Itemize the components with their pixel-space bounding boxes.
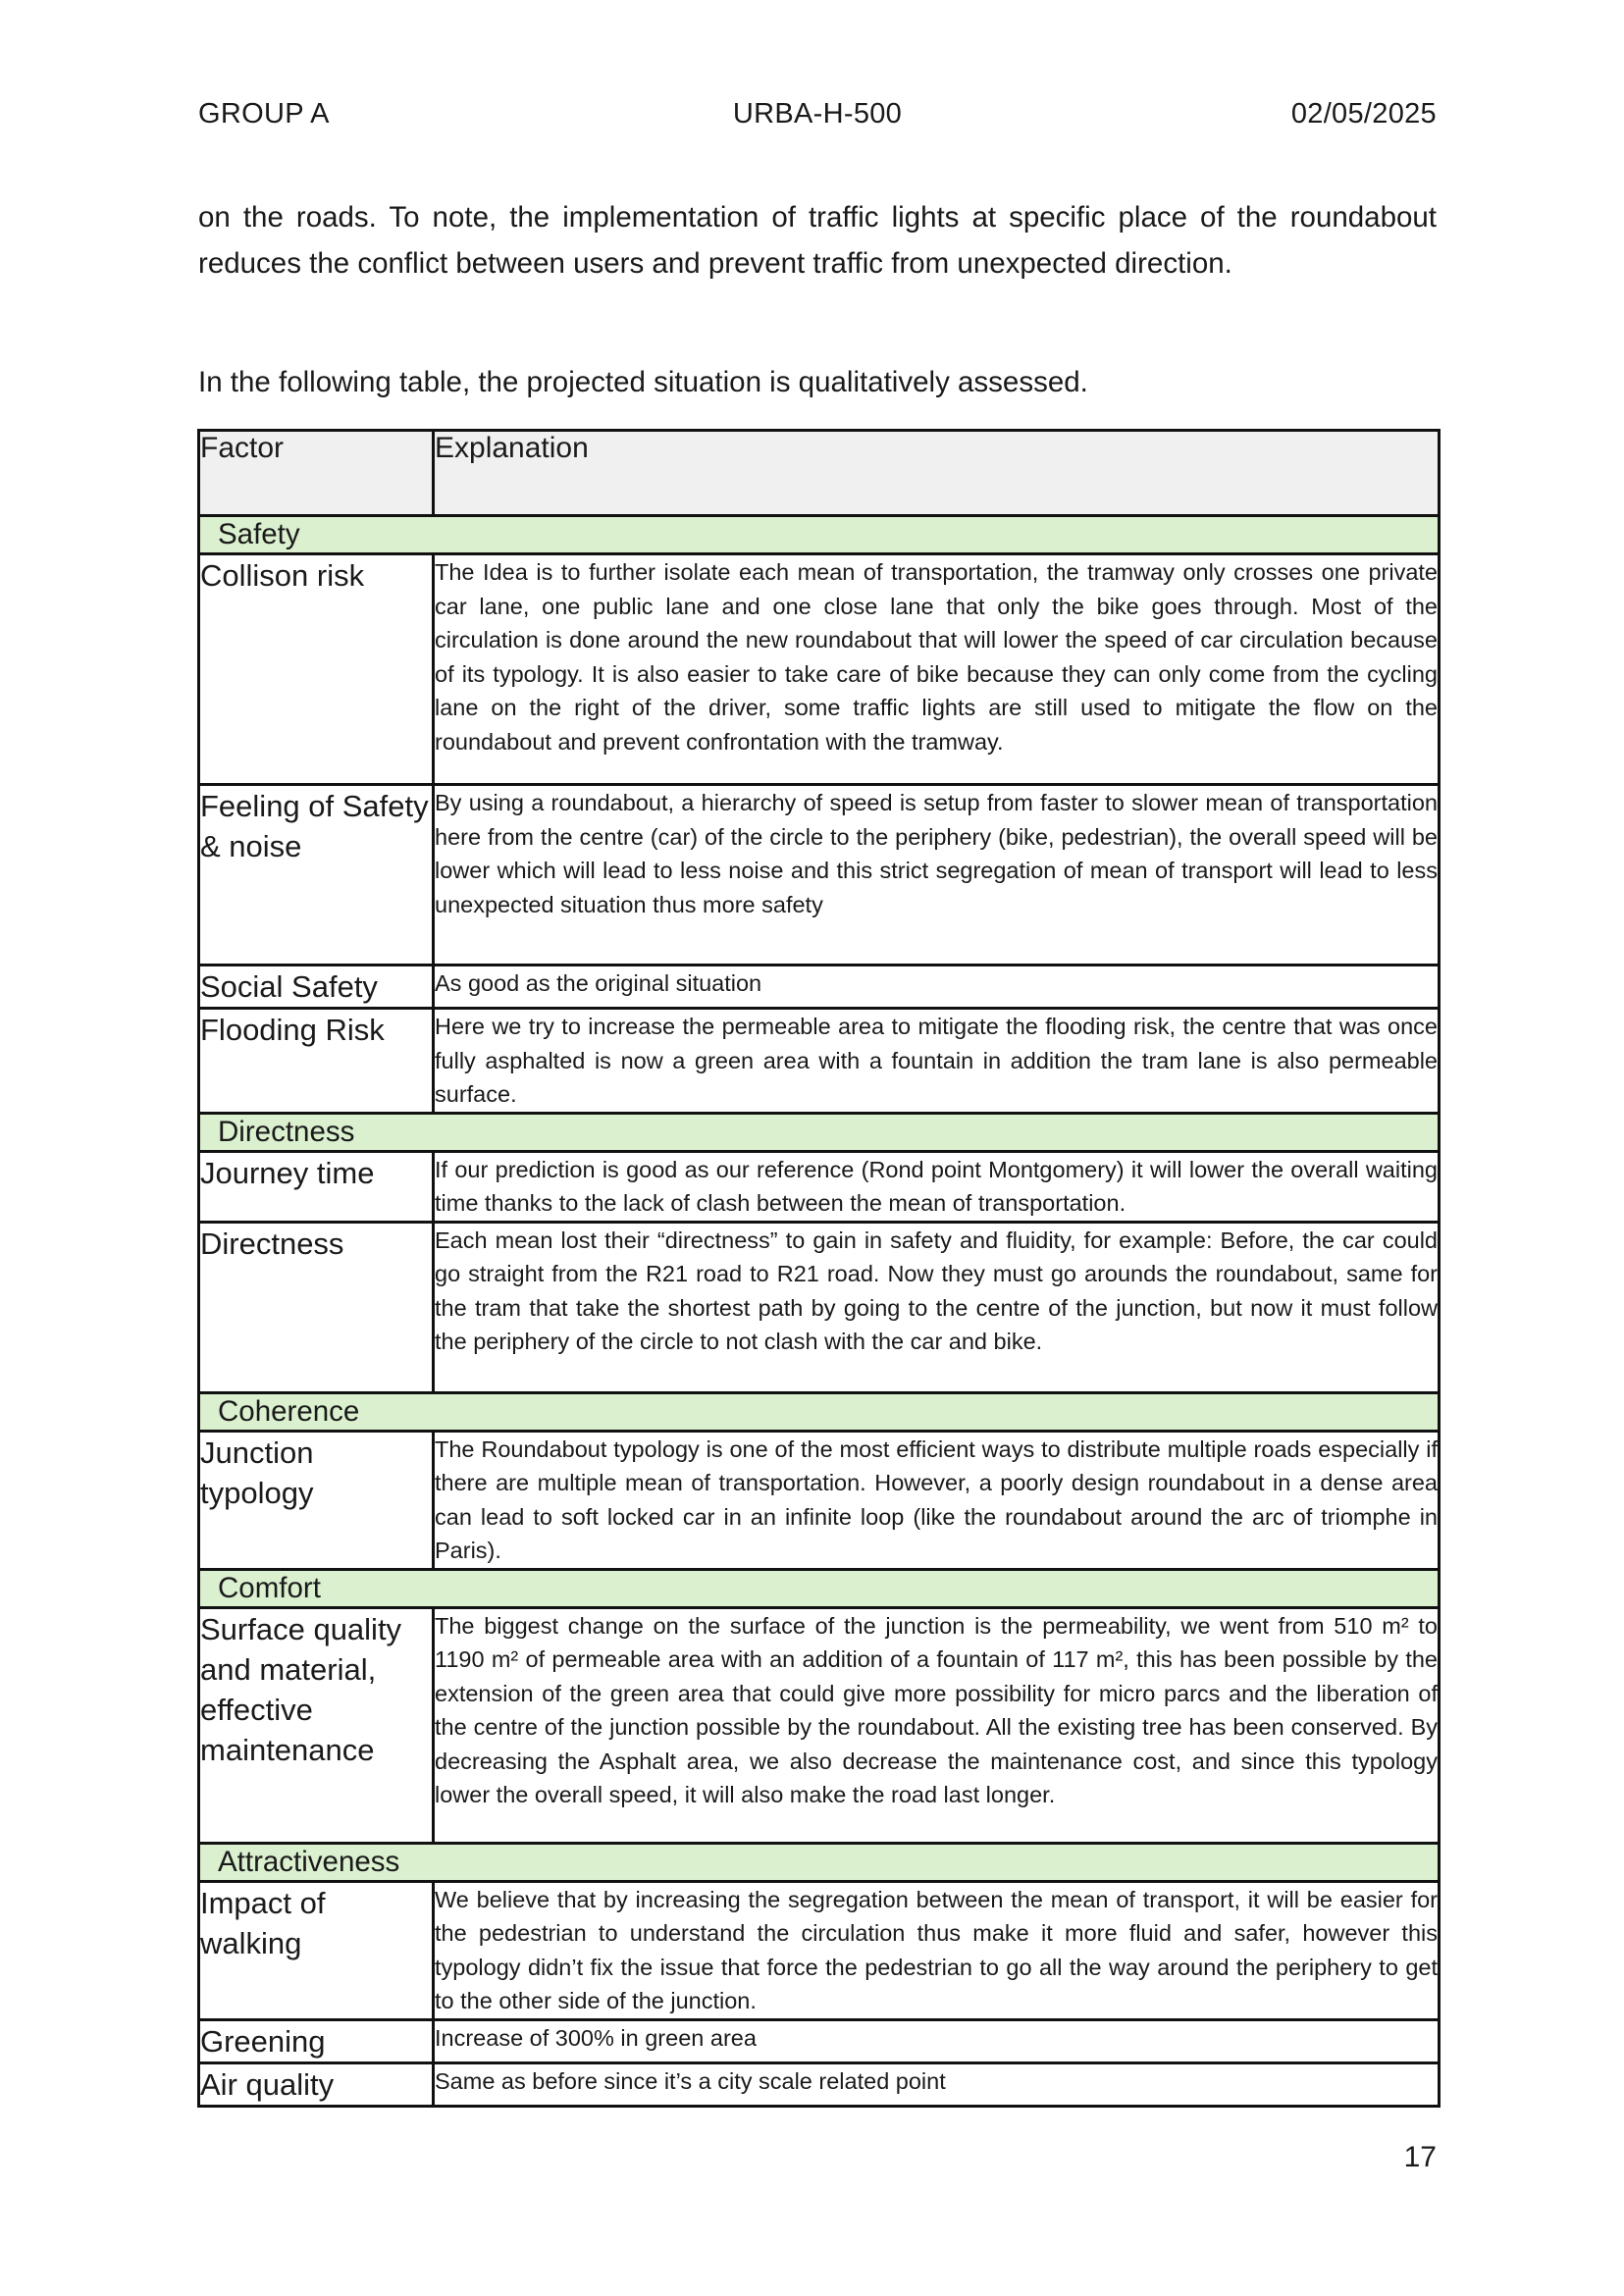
section-title: Directness	[199, 1113, 1440, 1151]
section-row-attractiveness	[199, 1843, 1440, 1881]
header-group: GROUP A	[198, 98, 330, 130]
explanation-cell: The Idea is to further isolate each mean of transportation, the tramway only crosses one private car lane, one public lane and one close lane that only the bike goes through. Most of the circulation is done around the new roundabout that will lower the speed of car circulation because of its typology. It is also easier to take care of bike because they can only come from the cycling lane on the right of the driver, some traffic lights are still used to mitigate the flow on the roundabout and prevent confrontation with the tramway.	[434, 554, 1440, 785]
factor-cell: Surface quality and material, effective maintenance	[199, 1607, 434, 1843]
page-header	[198, 98, 1437, 137]
table-row	[199, 1222, 1440, 1392]
section-row-safety	[199, 516, 1440, 554]
table-row	[199, 1009, 1440, 1114]
factor-cell: Feeling of Safety & noise	[199, 785, 434, 965]
explanation-cell: Same as before since it’s a city scale related point	[434, 2062, 1440, 2106]
column-header-factor: Factor	[199, 431, 434, 516]
section-row-directness	[199, 1113, 1440, 1151]
header-course: URBA-H-500	[732, 98, 903, 130]
section-title: Attractiveness	[199, 1843, 1440, 1881]
section-title: Comfort	[199, 1569, 1440, 1607]
table-row	[199, 1607, 1440, 1843]
explanation-cell: If our prediction is good as our reference (Rond point Montgomery) it will lower the overall waiting time thanks to the lack of clash between the mean of transportation.	[434, 1151, 1440, 1222]
section-row-comfort	[199, 1569, 1440, 1607]
table-header-row	[199, 431, 1440, 516]
table-row	[199, 785, 1440, 965]
factor-cell: Junction typology	[199, 1431, 434, 1569]
factor-cell: Directness	[199, 1222, 434, 1392]
assessment-table	[197, 429, 1441, 2108]
explanation-cell: Each mean lost their “directness” to gain in safety and fluidity, for example: Before, the car could go straight from the R21 road to R21 road. Now they must go arounds the roundabout, same for the tram that take the shortest path by going to the centre of the junction, but now it must follow the periphery of the circle to not clash with the car and bike.	[434, 1222, 1440, 1392]
factor-cell: Journey time	[199, 1151, 434, 1222]
table-row	[199, 965, 1440, 1009]
explanation-cell: Here we try to increase the permeable area to mitigate the flooding risk, the centre that was once fully asphalted is now a green area with a fountain in addition the tram lane is also permeable surface.	[434, 1009, 1440, 1114]
factor-cell: Air quality	[199, 2062, 434, 2106]
factor-cell: Social Safety	[199, 965, 434, 1009]
table-lead-paragraph: In the following table, the projected situation is qualitatively assessed.	[198, 366, 1088, 398]
explanation-cell: By using a roundabout, a hierarchy of speed is setup from faster to slower mean of transportation here from the centre (car) of the circle to the periphery (bike, pedestrian), the overall speed will be lower which will lead to less noise and this strict segregation of mean of transport will lead to less unexpected situation thus more safety	[434, 785, 1440, 965]
page-number: 17	[1403, 2141, 1437, 2173]
section-title: Coherence	[199, 1392, 1440, 1431]
table-row	[199, 1151, 1440, 1222]
section-row-coherence	[199, 1392, 1440, 1431]
table-row	[199, 1881, 1440, 2019]
column-header-explanation: Explanation	[434, 431, 1440, 516]
table-row	[199, 2062, 1440, 2106]
explanation-cell: The biggest change on the surface of the junction is the permeability, we went from 510 m² to 1190 m² of permeable area with an addition of a fountain of 117 m², this has been possible by the extension of the green area that could give more possibility for micro parcs and the liberation of the centre of the junction possible by the roundabout. All the existing tree has been conserved. By decreasing the Asphalt area, we also decrease the maintenance cost, and since this typology lower the overall speed, it will also make the road last longer.	[434, 1607, 1440, 1843]
explanation-cell: We believe that by increasing the segregation between the mean of transport, it will be easier for the pedestrian to understand the circulation thus make it more fluid and safer, however this typology didn’t fix the issue that force the pedestrian to go all the way around the periphery to get to the other side of the junction.	[434, 1881, 1440, 2019]
factor-cell: Flooding Risk	[199, 1009, 434, 1114]
section-title: Safety	[199, 516, 1440, 554]
header-date: 02/05/2025	[1290, 98, 1437, 130]
intro-paragraph: on the roads. To note, the implementation of traffic lights at specific place of the roundabout reduces the conflict between users and prevent traffic from unexpected direction.	[198, 201, 1437, 280]
table-row	[199, 1431, 1440, 1569]
factor-cell: Collison risk	[199, 554, 434, 785]
factor-cell: Greening	[199, 2019, 434, 2062]
table-row	[199, 2019, 1440, 2062]
table-row	[199, 554, 1440, 785]
explanation-cell: Increase of 300% in green area	[434, 2019, 1440, 2062]
factor-cell: Impact of walking	[199, 1881, 434, 2019]
explanation-cell: The Roundabout typology is one of the most efficient ways to distribute multiple roads especially if there are multiple mean of transportation. However, a poorly design roundabout in a dense area can lead to soft locked car in an infinite loop (like the roundabout around the arc of triomphe in Paris).	[434, 1431, 1440, 1569]
explanation-cell: As good as the original situation	[434, 965, 1440, 1009]
